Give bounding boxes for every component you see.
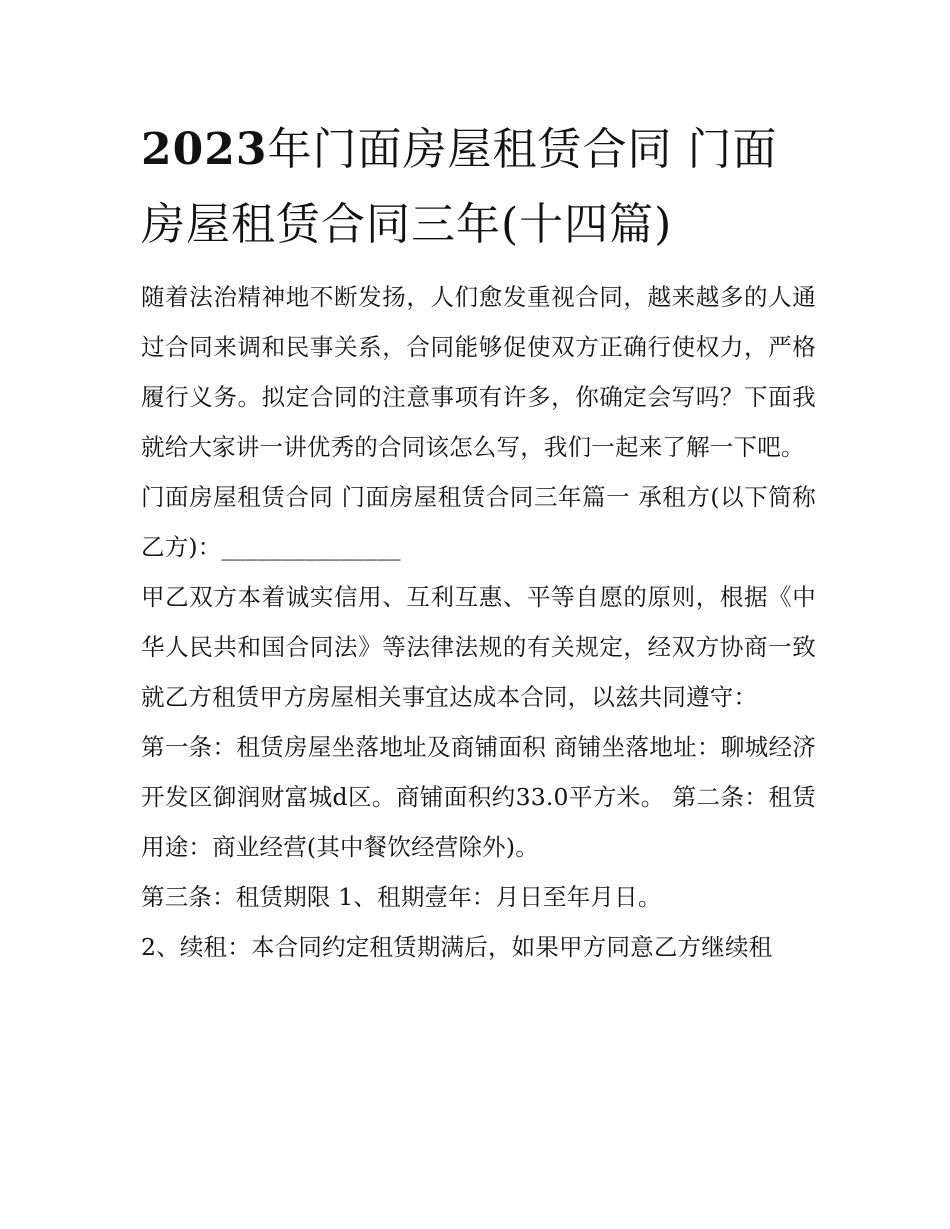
- article-one-paragraph: 第一条：租赁房屋坐落地址及商铺面积 商铺坐落地址：聊城经济开发区御润财富城d区。商铺面积约33.0平方米。 第二条：租赁用途：商业经营(其中餐饮经营除外)。: [141, 733, 816, 861]
- title-text: 年门面房屋租赁合同 门面房屋租赁合同三年(十四篇): [141, 124, 778, 250]
- document-page: [141, 112, 816, 972]
- principles-paragraph: 甲乙双方本着诚实信用、互利互惠、平等自愿的原则，根据《中华人民共和国合同法》等法律法规的有关规定，经双方协商一致就乙方租赁甲方房屋相关事宜达成本合同，以兹共同遵守：: [141, 583, 816, 711]
- renewal-paragraph: 2、续租：本合同约定租赁期满后，如果甲方同意乙方继续租: [141, 933, 773, 961]
- article-three-paragraph: 第三条：租赁期限 1、租期壹年：月日至年月日。: [141, 883, 662, 911]
- title-year: 2023: [141, 124, 268, 175]
- intro-paragraph: 随着法治精神地不断发扬，人们愈发重视合同，越来越多的人通过合同来调和民事关系，合同能够促使双方正确行使权力，严格履行义务。拟定合同的注意事项有许多，你确定会写吗？下面我就给大家讲一讲优秀的合同该怎么写，我们一起来了解一下吧。: [141, 283, 816, 461]
- document-title: [141, 112, 816, 262]
- contract-heading-paragraph: 门面房屋租赁合同 门面房屋租赁合同三年篇一 承租方(以下简称乙方)：_______________: [141, 483, 816, 561]
